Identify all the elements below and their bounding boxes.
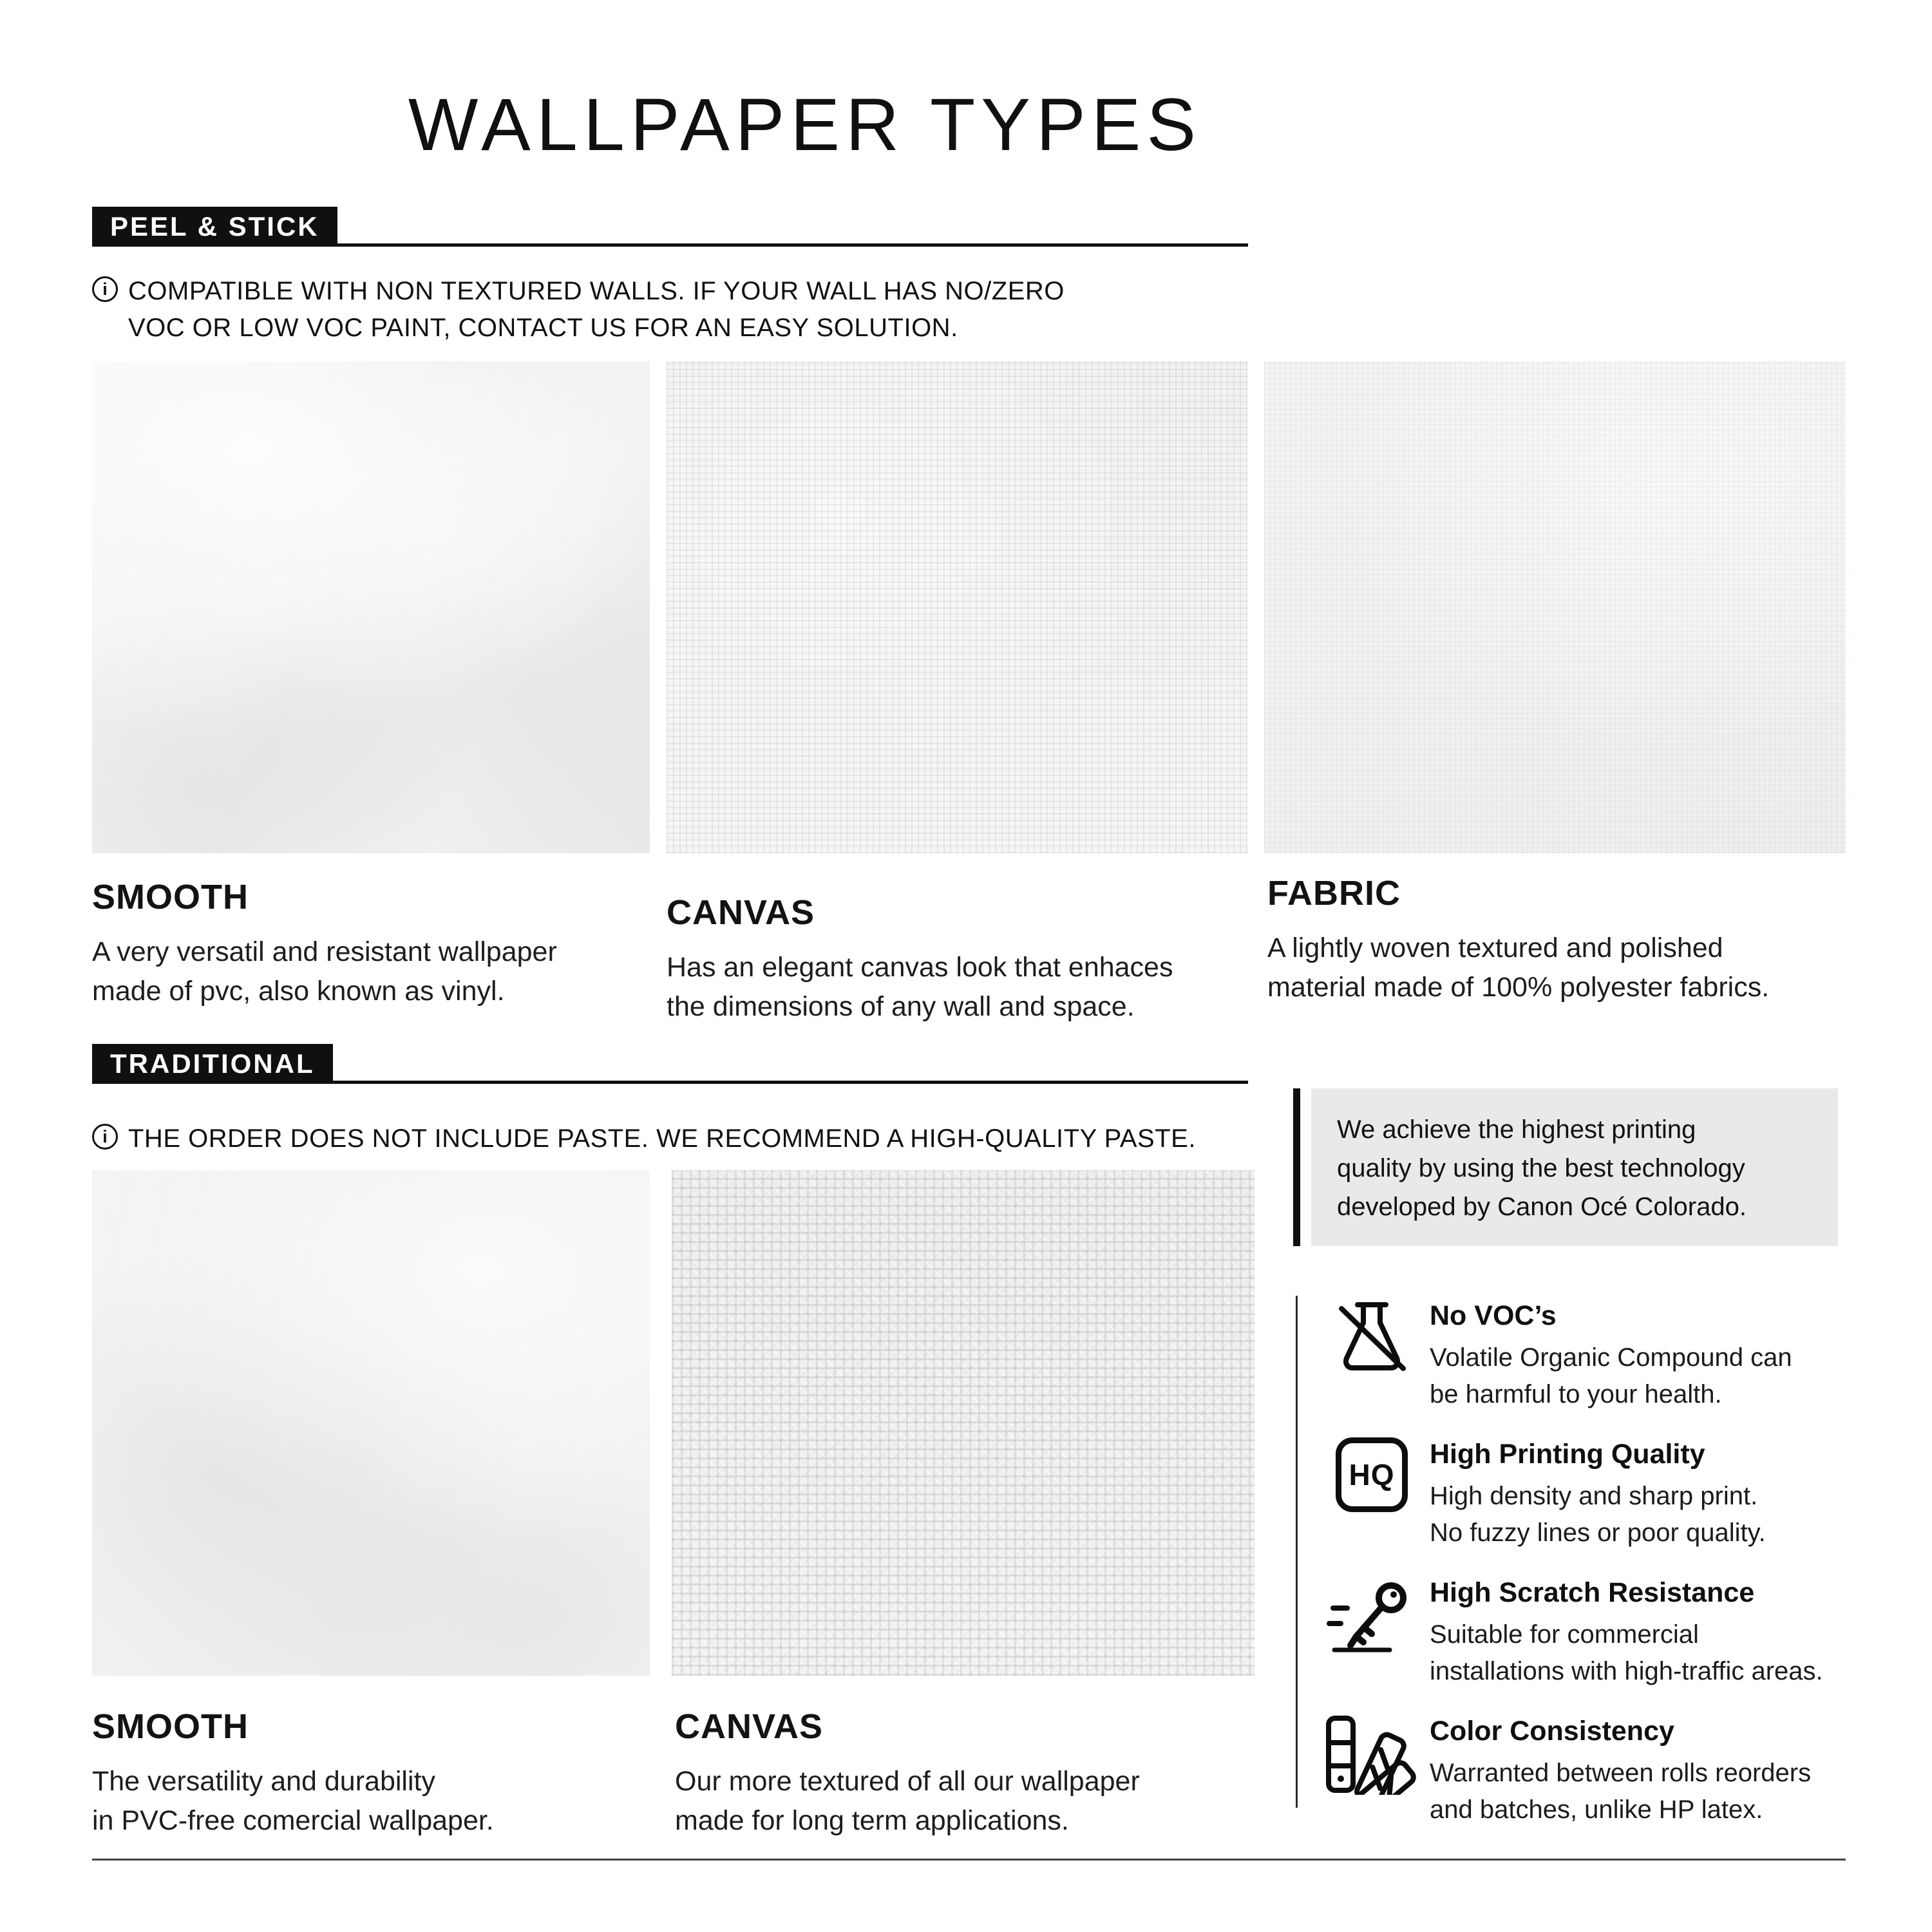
- hq-badge-icon: [1336, 1437, 1408, 1512]
- swatch-title: CANVAS: [675, 1707, 824, 1746]
- feature-description: [1430, 1478, 1766, 1551]
- bottom-divider-line: [92, 1859, 1846, 1861]
- feature-scratch-resistance: [1314, 1568, 1893, 1707]
- swatch-image-peel-fabric: [1264, 361, 1846, 853]
- caption-peel-smooth: [92, 877, 659, 1011]
- desc-line: material made of 100% polyester fabrics.: [1267, 972, 1770, 1003]
- swatch-title: SMOOTH: [92, 1707, 249, 1746]
- feature-desc-line: Suitable for commercial: [1430, 1620, 1699, 1649]
- callout-line: quality by using the best technology: [1337, 1154, 1745, 1182]
- swatch-image-traditional-canvas: [672, 1170, 1255, 1676]
- no-voc-flask-icon: [1333, 1299, 1410, 1376]
- page-title: WALLPAPER TYPES: [408, 84, 1202, 166]
- feature-desc-line: and batches, unlike HP latex.: [1430, 1795, 1763, 1824]
- desc-line: A lightly woven textured and polished: [1267, 933, 1723, 963]
- swatch-description: [92, 1762, 659, 1841]
- note-line: VOC OR LOW VOC PAINT, CONTACT US FOR AN EASY SOLUTION.: [128, 314, 958, 342]
- peel-stick-swatch-row: [92, 361, 1846, 853]
- section-badge-peel-stick: PEEL & STICK: [92, 207, 337, 247]
- swatch-image-traditional-smooth: [92, 1170, 650, 1676]
- caption-traditional-smooth: [92, 1707, 659, 1841]
- note-line: COMPATIBLE WITH NON TEXTURED WALLS. IF YOUR WALL HAS NO/ZERO: [128, 277, 1065, 305]
- desc-line: A very versatil and resistant wallpaper: [92, 936, 557, 967]
- feature-high-printing-quality: [1314, 1430, 1893, 1568]
- desc-line: in PVC-free comercial wallpaper.: [92, 1805, 494, 1836]
- callout-line: We achieve the highest printing: [1337, 1115, 1696, 1144]
- desc-line: Our more textured of all our wallpaper: [675, 1766, 1140, 1797]
- feature-desc-line: Volatile Organic Compound can: [1430, 1343, 1792, 1372]
- features-list: [1314, 1291, 1893, 1845]
- feature-title: High Scratch Resistance: [1430, 1577, 1755, 1608]
- note-peel-stick-text: [128, 273, 1065, 346]
- swatch-title: FABRIC: [1267, 874, 1401, 913]
- section-badge-traditional: TRADITIONAL: [92, 1044, 333, 1084]
- swatch-description: [675, 1762, 1242, 1841]
- note-traditional: [92, 1121, 1196, 1157]
- desc-line: The versatility and durability: [92, 1766, 435, 1797]
- desc-line: made for long term applications.: [675, 1805, 1069, 1836]
- features-divider-line: [1296, 1296, 1298, 1808]
- swatch-title: SMOOTH: [92, 878, 249, 916]
- feature-title: No VOC’s: [1430, 1300, 1557, 1331]
- callout-accent-bar: [1293, 1088, 1300, 1246]
- note-traditional-text: [128, 1121, 1196, 1157]
- feature-desc-line: Warranted between rolls reorders: [1430, 1759, 1812, 1787]
- printing-quality-callout: [1311, 1088, 1838, 1246]
- swatch-description: [667, 948, 1233, 1027]
- swatch-image-peel-smooth: [92, 361, 650, 853]
- feature-no-voc: [1314, 1291, 1893, 1430]
- feature-description: [1430, 1755, 1811, 1828]
- feature-desc-line: installations with high-traffic areas.: [1430, 1657, 1823, 1685]
- swatch-title: CANVAS: [667, 893, 815, 932]
- info-icon: i: [92, 276, 118, 302]
- feature-title: High Printing Quality: [1430, 1439, 1705, 1470]
- feature-desc-line: be harmful to your health.: [1430, 1380, 1722, 1408]
- feature-description: [1430, 1616, 1823, 1690]
- feature-color-consistency: [1314, 1707, 1893, 1845]
- caption-peel-canvas: [667, 893, 1233, 1027]
- desc-line: Has an elegant canvas look that enhaces: [667, 952, 1173, 983]
- feature-desc-line: No fuzzy lines or poor quality.: [1430, 1519, 1766, 1547]
- swatch-description: [92, 933, 659, 1011]
- desc-line: the dimensions of any wall and space.: [667, 991, 1135, 1022]
- note-line: THE ORDER DOES NOT INCLUDE PASTE. WE RECOMMEND A HIGH-QUALITY PASTE.: [128, 1124, 1196, 1153]
- scratch-key-icon: [1327, 1576, 1417, 1654]
- traditional-swatch-row: [92, 1170, 1255, 1676]
- hq-badge-label: HQ: [1349, 1458, 1395, 1492]
- callout-line: developed by Canon Océ Colorado.: [1337, 1193, 1747, 1221]
- feature-description: [1430, 1340, 1792, 1413]
- desc-line: made of pvc, also known as vinyl.: [92, 976, 505, 1007]
- info-icon: i: [92, 1124, 118, 1150]
- feature-title: Color Consistency: [1430, 1716, 1674, 1747]
- caption-peel-fabric: [1267, 873, 1834, 1007]
- caption-traditional-canvas: [675, 1707, 1242, 1841]
- note-peel-stick: [92, 273, 1065, 346]
- swatch-description: [1267, 929, 1834, 1007]
- color-swatchbook-icon: [1323, 1714, 1420, 1795]
- swatch-image-peel-canvas: [667, 361, 1247, 853]
- feature-desc-line: High density and sharp print.: [1430, 1482, 1758, 1510]
